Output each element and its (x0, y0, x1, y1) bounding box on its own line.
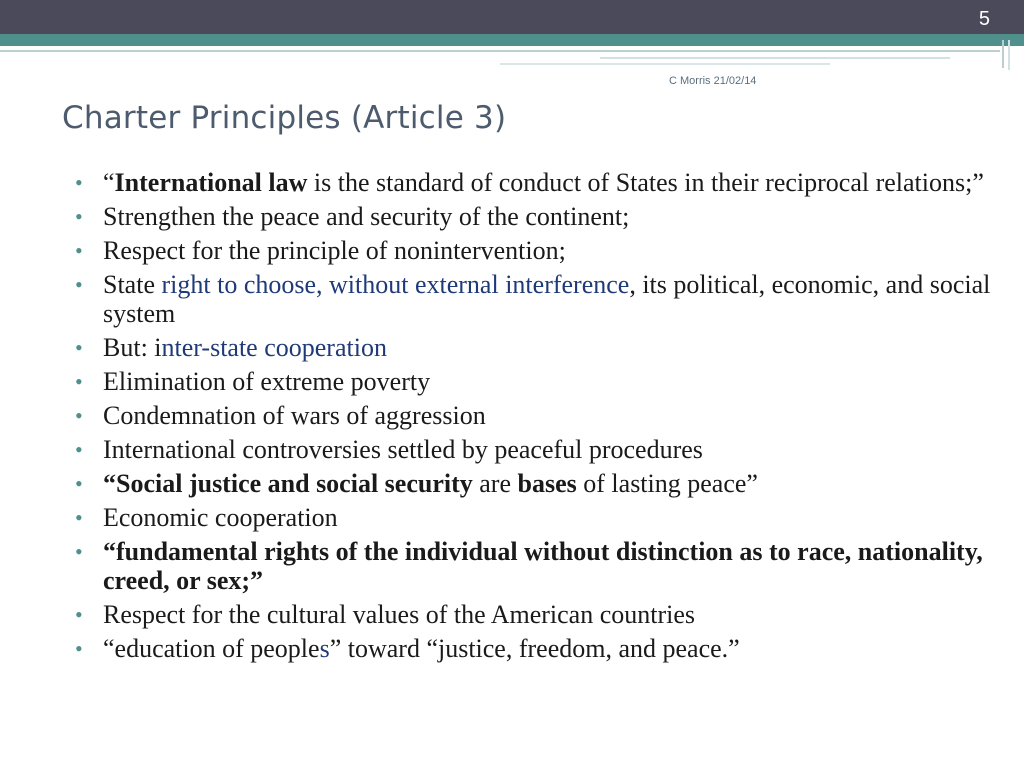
bullet-item (72, 600, 992, 629)
bullet-item (72, 333, 992, 362)
bullet-item (72, 270, 992, 328)
slide-title: Charter Principles (Article 3) (62, 100, 507, 136)
bullet-text: “fundamental rights of the individual without distinction as to race, nationality, creed, or sex;” (103, 537, 983, 595)
bullet-item (72, 537, 992, 595)
accent-line (0, 50, 1000, 52)
bullet-text: is the standard of conduct of States in their reciprocal relations;” (307, 168, 984, 197)
bullet-text: But: i (103, 333, 162, 362)
bullet-item (72, 168, 992, 197)
bullet-item (72, 236, 992, 265)
bullet-text: are (472, 469, 518, 498)
bullet-item (72, 202, 992, 231)
bullet-item (72, 435, 992, 464)
bullet-text: right to choose, without external interference (161, 270, 630, 299)
bullet-text: Respect for the principle of nonintervention; (103, 236, 566, 265)
bullet-text: ” toward “justice, freedom, and peace.” (329, 634, 740, 663)
accent-line (500, 63, 830, 65)
bullet-text: bases (517, 469, 577, 498)
bullet-text: “ (103, 168, 115, 197)
bullet-item (72, 401, 992, 430)
accent-line (1008, 40, 1010, 70)
bullet-text: Condemnation of wars of aggression (103, 401, 486, 430)
accent-band (0, 34, 1024, 46)
slide-number: 5 (978, 8, 990, 30)
bullet-text: , its political, economic, and social system (103, 270, 991, 328)
accent-line (1002, 40, 1004, 68)
author-date: C Morris 21/02/14 (669, 75, 757, 87)
bullet-text: State (103, 270, 162, 299)
bullet-text: Elimination of extreme poverty (103, 367, 431, 396)
bullet-text: s (319, 634, 330, 663)
header-bar (0, 0, 1024, 34)
bullet-text: of lasting peace” (576, 469, 758, 498)
bullet-list (72, 168, 992, 668)
bullet-item (72, 503, 992, 532)
bullet-item (72, 469, 992, 498)
bullet-item (72, 634, 992, 663)
bullet-text: Economic cooperation (103, 503, 338, 532)
accent-line (600, 57, 950, 59)
bullet-text: nter-state cooperation (161, 333, 387, 362)
bullet-text: International controversies settled by peaceful procedures (103, 435, 703, 464)
bullet-text: Respect for the cultural values of the American countries (103, 600, 696, 629)
bullet-text: “education of people (103, 634, 320, 663)
bullet-text: Strengthen the peace and security of the continent; (103, 202, 630, 231)
bullet-text: International law (114, 168, 308, 197)
bullet-item (72, 367, 992, 396)
bullet-text: “Social justice and social security (103, 469, 473, 498)
